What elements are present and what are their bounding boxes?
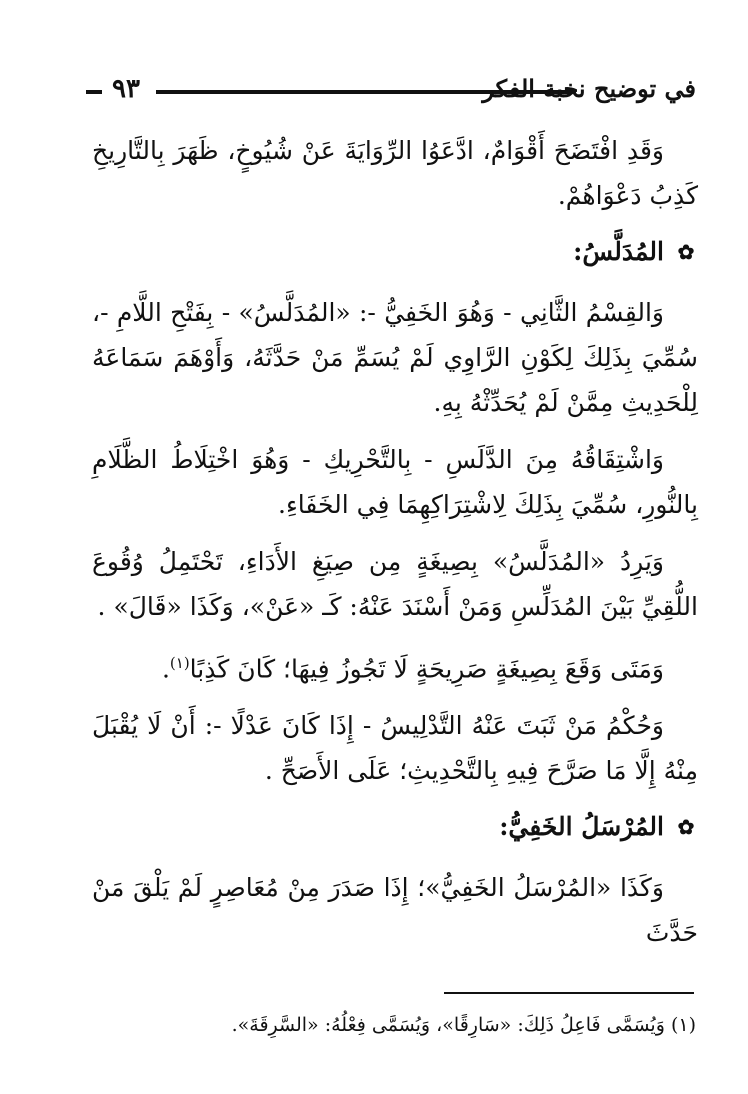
paragraph-1: وَقَدِ افْتَضَحَ أَقْوَامٌ، ادَّعَوُا الرِّوَايَةَ عَنْ شُيُوخٍ، ظَهَرَ بِالتَّارِيخِ كَذِبُ دَعْوَاهُمْ. [92,136,698,210]
paragraph-5-end: . [161,654,170,684]
paragraph-3: وَاشْتِقَاقُهُ مِنَ الدَّلَسِ - بِالتَّحْرِيكِ - وَهُوَ اخْتِلَاطُ الظَّلَامِ بِالنُّورِ، سُمِّيَ بِذَلِكَ لِاشْتِرَاكِهِمَا فِي الخَفَاءِ. [92,445,698,519]
heading-text: المُدَلَّسُ: [573,237,664,266]
paragraph-2: وَالقِسْمُ الثَّانِي - وَهُوَ الخَفِيُّ -: «المُدَلَّسُ» - بِفَتْحِ اللَّامِ -، سُمِّيَ بِذَلِكَ لِكَوْنِ الرَّاوِي لَمْ يُسَمِّ مَنْ حَدَّثَهُ، وَأَوْهَمَ سَمَاعَهُ لِلْحَدِيثِ مِمَّنْ لَمْ يُحَدِّثْهُ بِهِ. [92,298,698,417]
flower-ornament-icon: ✿ [677,815,695,840]
footnote: (١) وَيُسَمَّى فَاعِلُ ذَلِكَ: «سَارِقًا»، وَيُسَمَّى فِعْلُهُ: «السَّرِقَةَ». [231,1014,696,1036]
footnote-ref[interactable]: (١) [169,654,190,672]
page-header [86,72,696,112]
paragraph-5 [92,641,698,691]
flower-ornament-icon: ✿ [677,240,695,264]
section-heading-mursal-khafi [92,805,698,849]
paragraph-7: وَكَذَا «المُرْسَلُ الخَفِيُّ»؛ إِذَا صَدَرَ مِنْ مُعَاصِرٍ لَمْ يَلْقَ مَنْ حَدَّثَ [92,873,698,948]
page-number: ٩٣ [112,74,140,104]
paragraph-5-text: وَمَتَى وَقَعَ بِصِيغَةٍ صَرِيحَةٍ لَا تَجُوزُ فِيهَا؛ كَانَ كَذِبًا [189,654,664,684]
footnote-separator [444,992,694,994]
running-title: في توضيح نخبة الفكر [482,74,696,103]
section-heading-mudallas [92,230,698,274]
paragraph-4: وَيَرِدُ «المُدَلَّسُ» بِصِيغَةٍ مِن صِيَغِ الأَدَاءِ، تَحْتَمِلُ وُقُوعَ اللُّقِيِّ بَيْنَ المُدَلِّسِ وَمَنْ أَسْنَدَ عَنْهُ: كَـ «عَنْ»، وَكَذَا «قَالَ» . [92,547,698,621]
paragraph-6: وَحُكْمُ مَنْ ثَبَتَ عَنْهُ التَّدْلِيسُ - إِذَا كَانَ عَدْلًا -: أَنْ لَا يُقْبَلَ مِنْهُ إِلَّا مَا صَرَّحَ فِيهِ بِالتَّحْدِيثِ؛ عَلَى الأَصَحِّ . [92,711,698,786]
page-number-dash [86,90,102,94]
heading-text: المُرْسَلُ الخَفِيُّ: [499,812,664,842]
main-text [92,128,698,967]
